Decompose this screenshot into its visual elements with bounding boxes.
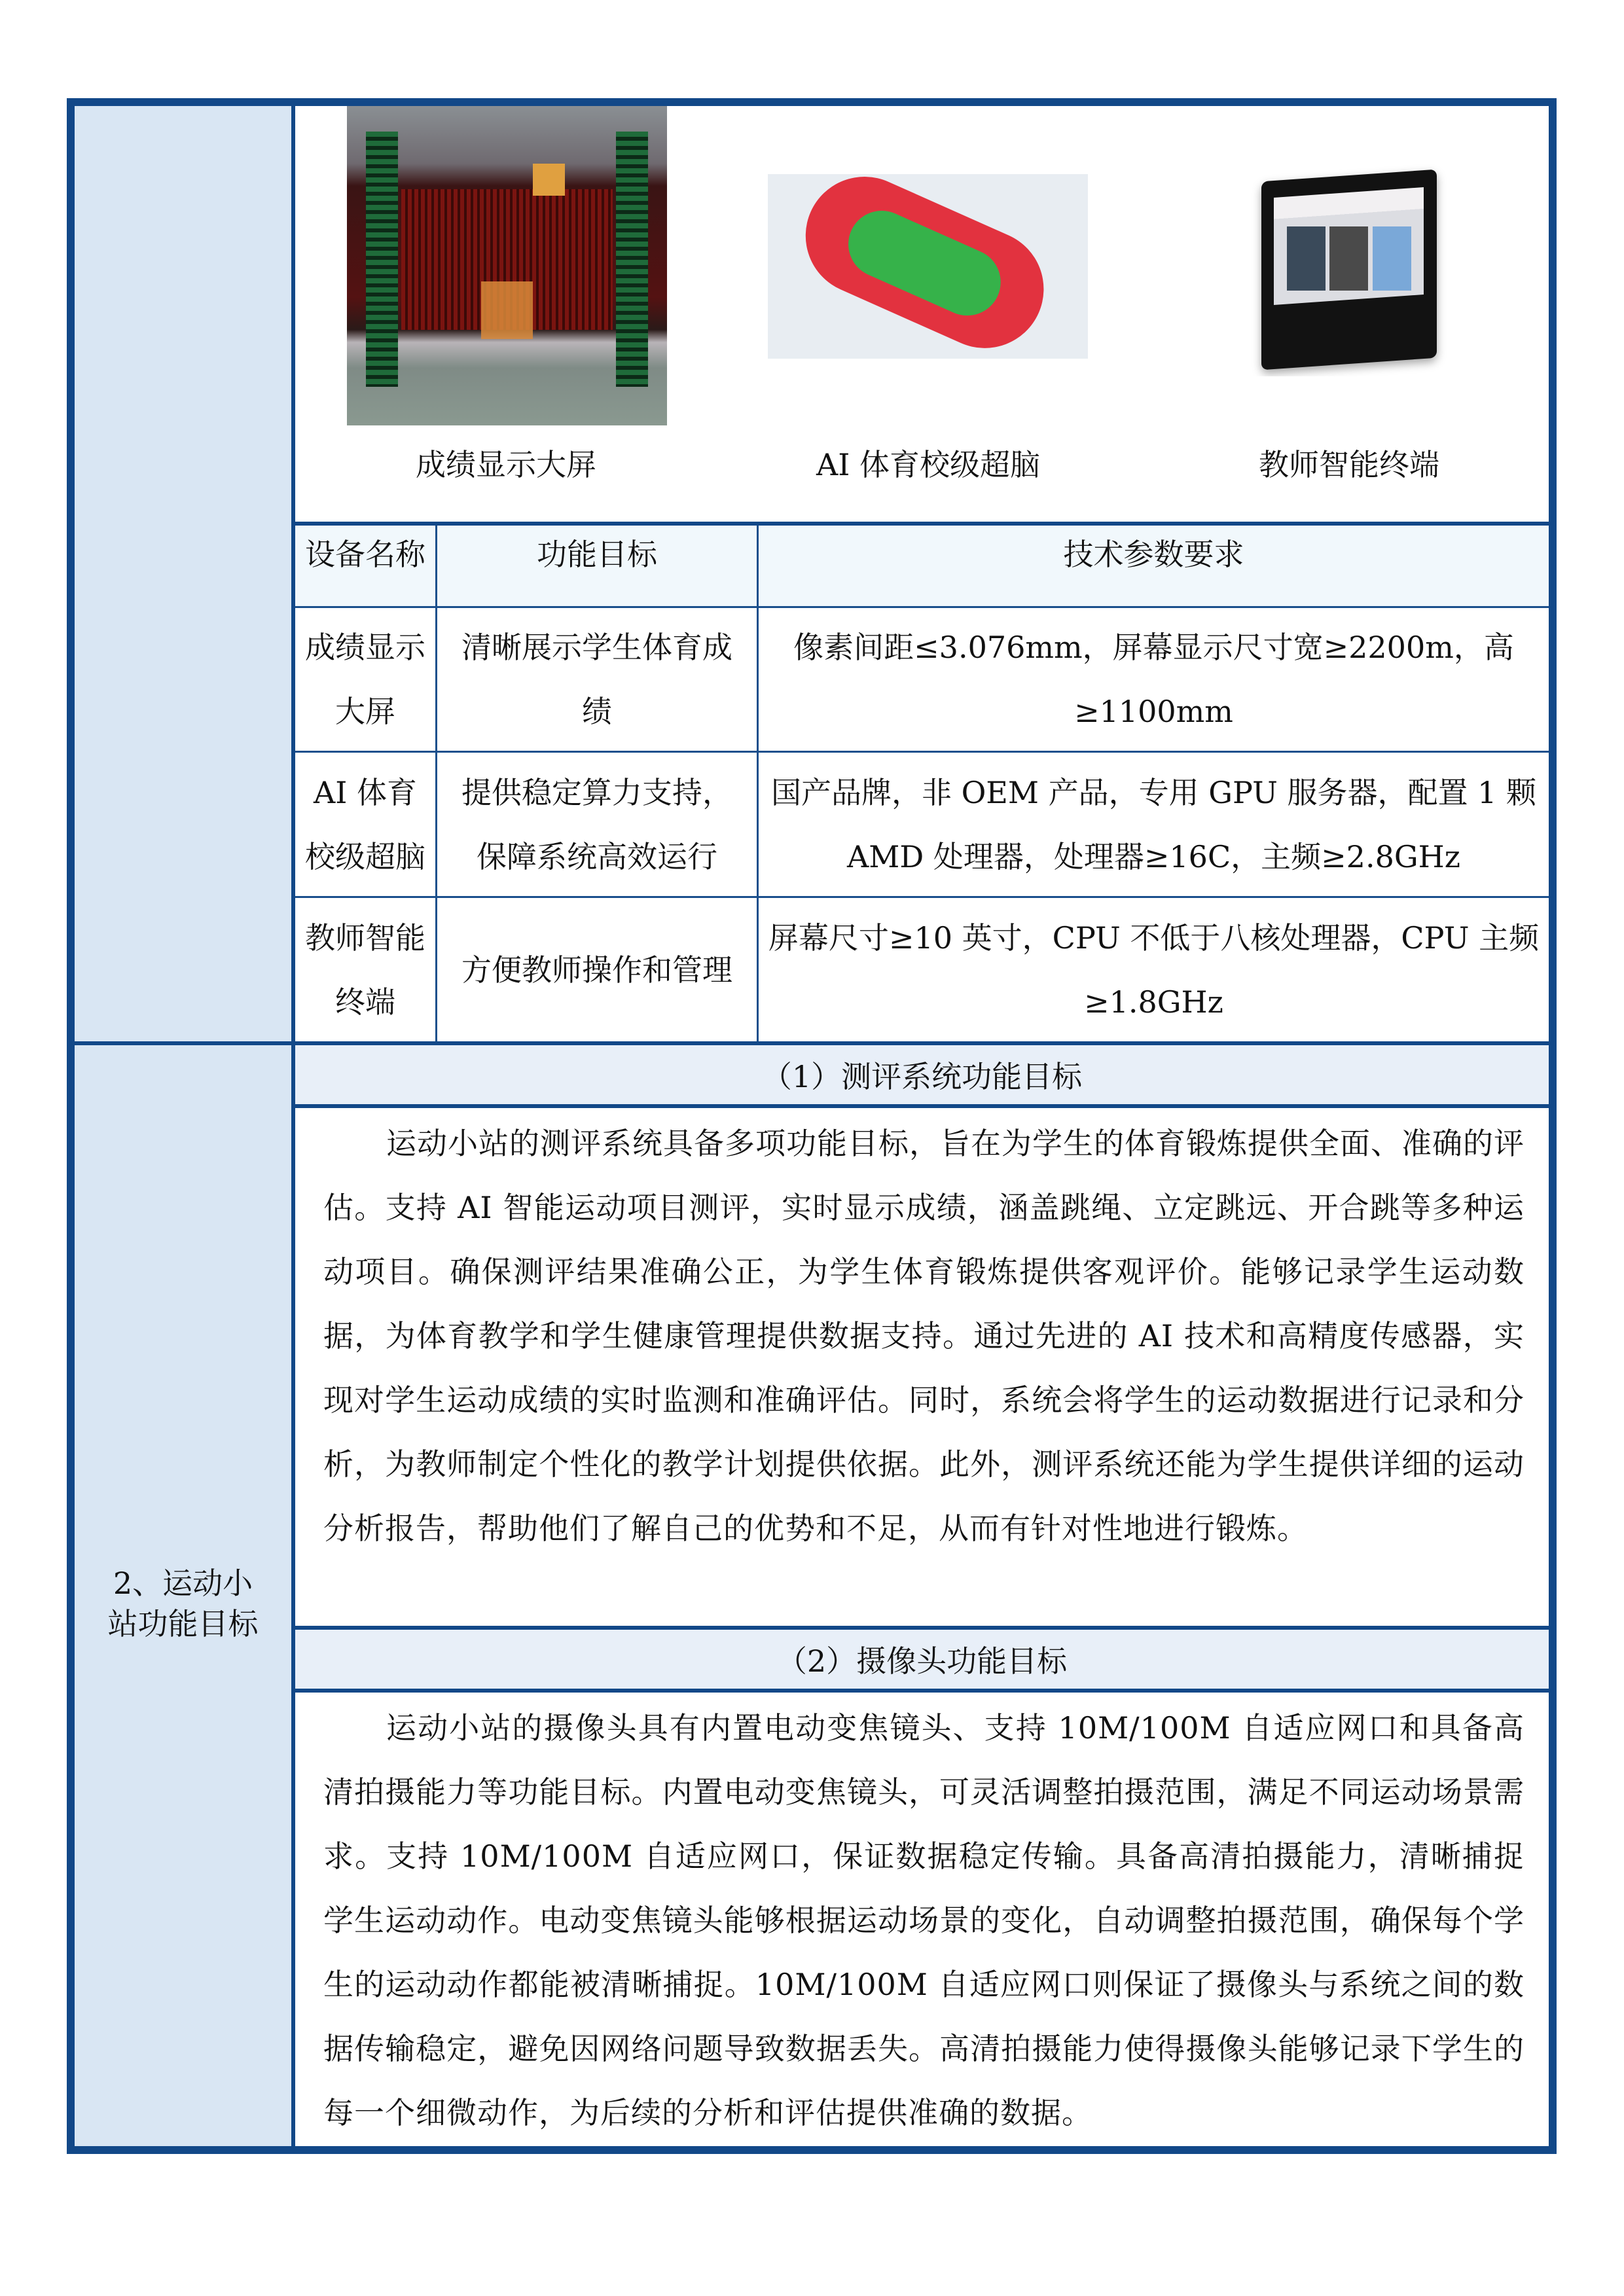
caption-scoreboard: 成绩显示大屏 [416, 447, 596, 482]
row1-name-line2: 大屏 [335, 694, 395, 729]
left-column-divider [291, 98, 295, 2154]
border-right [1549, 98, 1557, 2154]
table-row-1-spec [759, 608, 1549, 751]
left-column-section1 [67, 98, 295, 1041]
document-table [67, 98, 1557, 2154]
row1-spec-line2: ≥1100mm [1074, 694, 1233, 729]
header-device-name: 设备名称 [305, 537, 425, 572]
table-row-1-name [295, 608, 435, 751]
subheading-evaluation-system: （1）测评系统功能目标 [761, 1059, 1083, 1094]
border-top [67, 98, 1557, 106]
running-track-image [768, 174, 1088, 359]
caption-teacher-terminal: 教师智能终端 [1259, 447, 1439, 482]
table-row-3-goal [437, 898, 757, 1041]
header-function-goal: 功能目标 [537, 537, 657, 572]
subheading-camera: （2）摄像头功能目标 [776, 1643, 1068, 1679]
caption-ai-brain: AI 体育校级超脑 [816, 447, 1040, 482]
row3-name-line2: 终端 [335, 984, 395, 1020]
row3-name-line1: 教师智能 [305, 920, 425, 956]
section2-label-line2: 站功能目标 [107, 1606, 259, 1641]
paragraph-evaluation-system: 运动小站的测评系统具备多项功能目标，旨在为学生的体育锻炼提供全面、准确的评估。支持 AI 智能运动项目测评，实时显示成绩，涵盖跳绳、立定跳远、开合跳等多种运动项目。确保测评结果准确公正，为学生体育锻炼提供客观评价。能够记录学生运动数据，为体育教学和学生健康管理提供数据支持。通过先进的 AI 技术和高精度传感器，实现对学生运动成绩的实时监测和准确评估。同时，系统会将学生的运动数据进行记录和分析，为教师制定个性化的教学计划提供依据。此外，测评系统还能为学生提供详细的运动分析报告，帮助他们了解自己的优势和不足，从而有针对性地进行锻炼。 [323, 1126, 1525, 1546]
header-tech-spec: 技术参数要求 [1063, 537, 1244, 572]
row3-spec-line1: 屏幕尺寸≥10 英寸，CPU 不低于八核处理器，CPU 主频 [768, 920, 1540, 956]
row1-spec-line1: 像素间距≤3.076mm，屏幕显示尺寸宽≥2200m，高 [793, 630, 1514, 665]
row1-goal-line2: 绩 [582, 694, 612, 729]
row2-name-line2: 校级超脑 [305, 838, 425, 874]
row2-name-line1: AI 体育 [313, 774, 417, 810]
row3-spec-line2: ≥1.8GHz [1084, 984, 1223, 1020]
row2-goal-line1: 提供稳定算力支持， [461, 774, 732, 810]
table-row-3-name [295, 898, 435, 1041]
row3-goal-line1: 方便教师操作和管理 [461, 952, 732, 988]
table-row-1-goal [437, 608, 757, 751]
table-row-3-spec [759, 898, 1549, 1041]
subheading1-bottom-line [291, 1104, 1557, 1108]
subheading2-bottom-line [291, 1689, 1557, 1693]
table-row-2-goal [437, 753, 757, 896]
section2-label-line1: 2、运动小 [113, 1566, 253, 1601]
table-row-2-spec [759, 753, 1549, 896]
row2-goal-line2: 保障系统高效运行 [477, 838, 717, 874]
row1-goal-line1: 清晰展示学生体育成 [461, 630, 732, 665]
section2-label [75, 1558, 291, 1649]
paragraph-camera: 运动小站的摄像头具有内置电动变焦镜头、支持 10M/100M 自适应网口和具备高清拍摄能力等功能目标。内置电动变焦镜头，可灵活调整拍摄范围，满足不同运动场景需求。支持 10M/100M 自适应网口，保证数据稳定传输。具备高清拍摄能力，清晰捕捉学生运动动作。电动变焦镜头能够根据运动场景的变化，自动调整拍摄范围，确保每个学生的运动动作都能被清晰捕捉。10M/100M 自适应网口则保证了摄像头与系统之间的数据传输稳定，避免因网络问题导致数据丢失。高清拍摄能力使得摄像头能够记录下学生的每一个细微动作，为后续的分析和评估提供准确的数据。 [323, 1710, 1525, 2130]
scoreboard-image [347, 106, 667, 425]
row2-spec-line1: 国产品牌，非 OEM 产品，专用 GPU 服务器，配置 1 颗 [770, 774, 1537, 810]
border-left [67, 98, 75, 2154]
tablet-terminal-image [1240, 162, 1454, 376]
row2-spec-line2: AMD 处理器，处理器≥16C，主频≥2.8GHz [847, 838, 1460, 874]
border-bottom [67, 2146, 1557, 2154]
table-row-2-name [295, 753, 435, 896]
row1-name-line1: 成绩显示 [305, 630, 425, 665]
